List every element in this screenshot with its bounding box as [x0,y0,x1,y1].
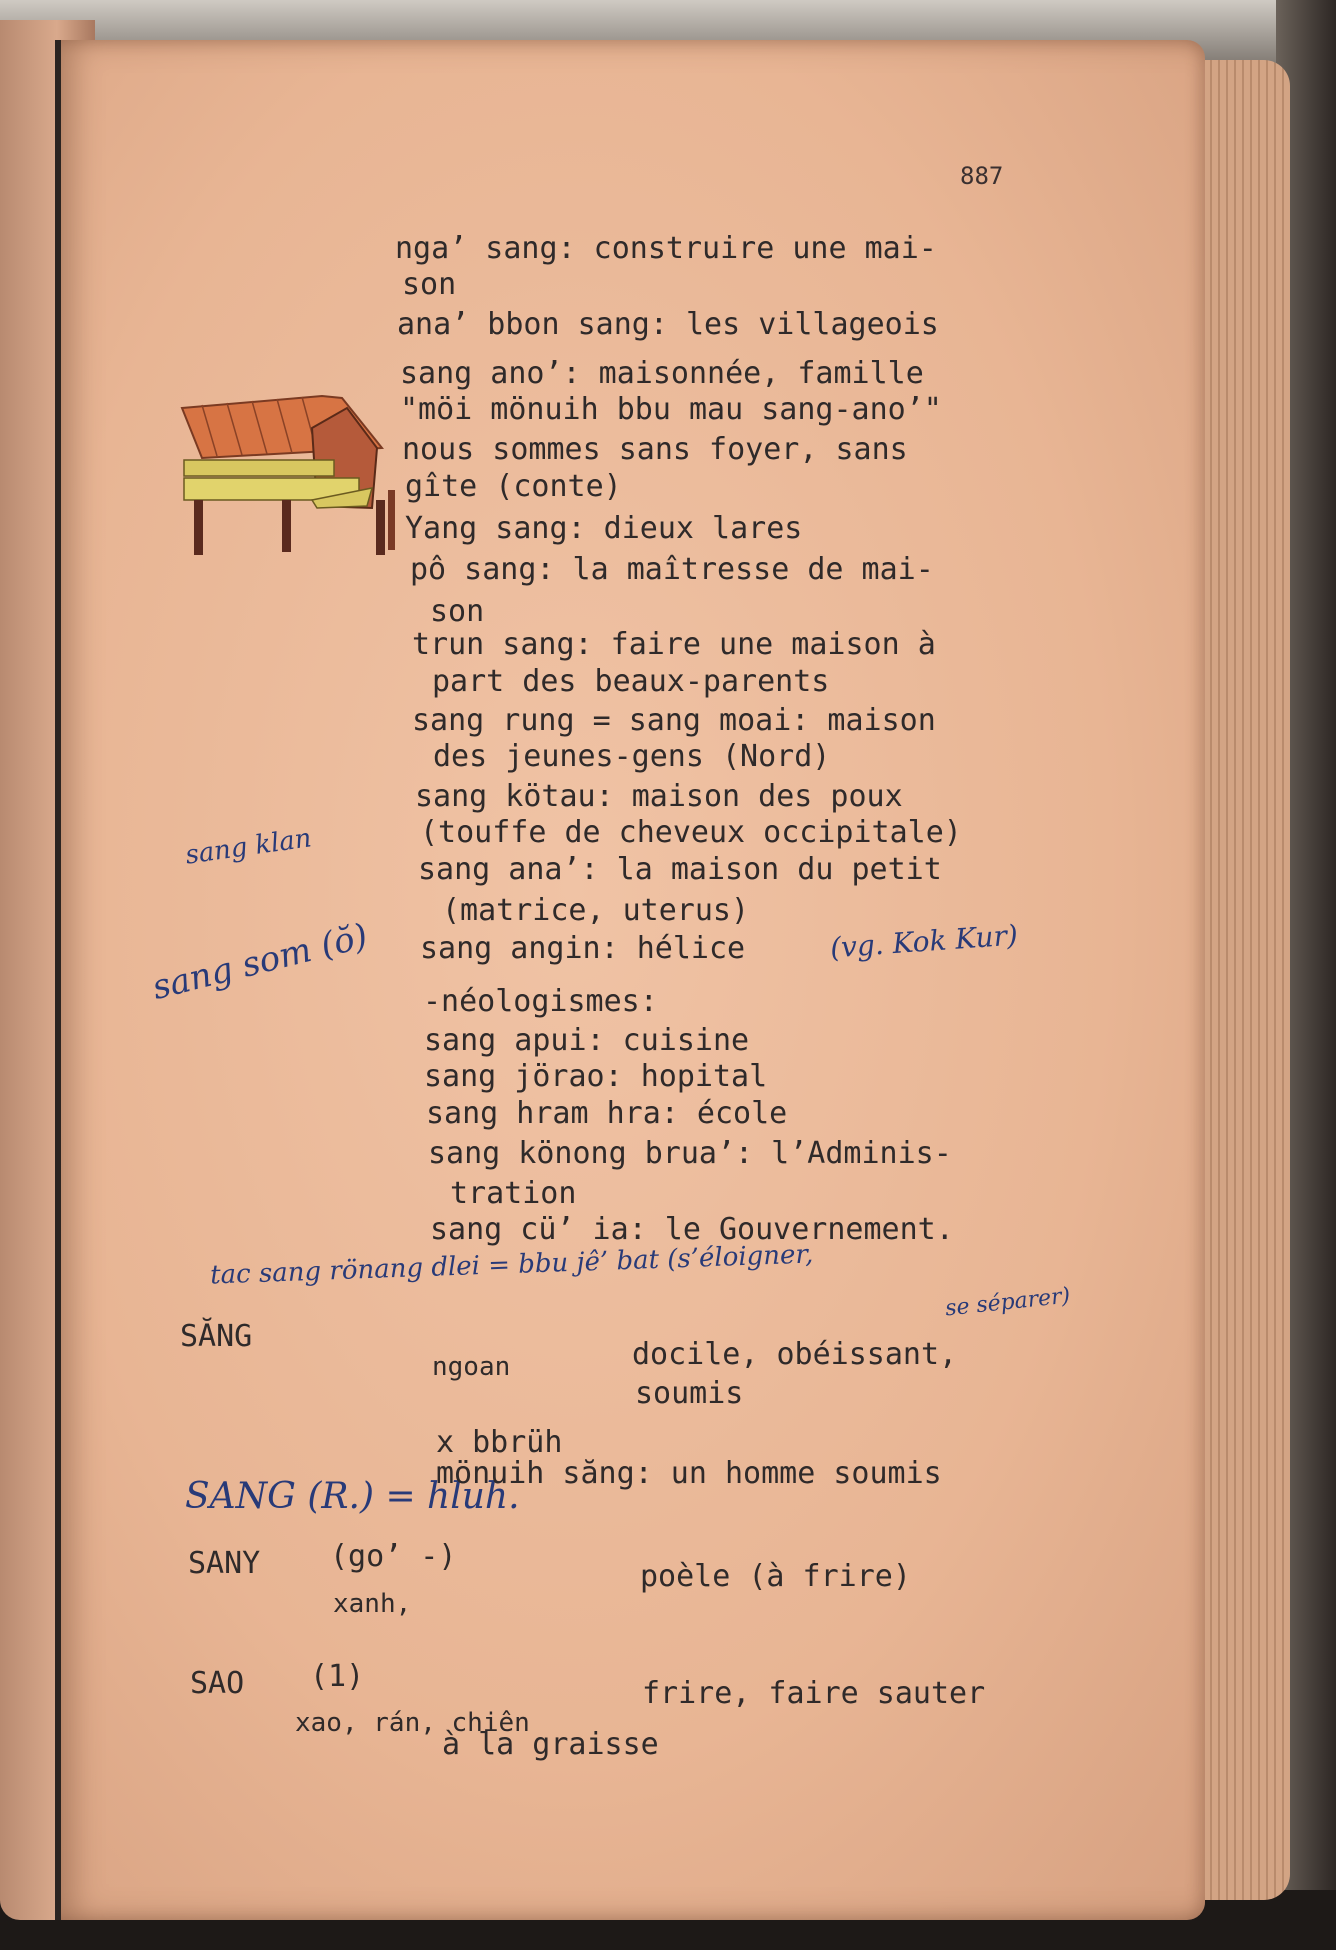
sao-definition-1: frire, faire sauter [642,1676,986,1711]
headword-sany: SANY [188,1546,261,1581]
entry-line-7: gîte (conte) [405,469,622,504]
handwritten-sang-r: SANG (R.) = hluh. [185,1476,520,1517]
sao-definition-2: à la graisse [442,1727,659,1762]
sany-gloss: (go’ -) [330,1539,457,1574]
stilt-house-illustration [172,388,402,563]
entry-line-18: (matrice, uterus) [442,893,750,928]
entry-line-9: pô sang: la maîtresse de mai- [410,552,934,587]
handwritten-kok-kur: (vg. Kok Kur) [829,918,1019,965]
entry-line-24: sang könong brua’: l’Adminis- [428,1136,952,1171]
entry-line-19: sang angin: hélice [420,931,746,966]
page-number: 887 [960,162,1004,190]
sang-2-vietnamese: ngoan [432,1352,511,1382]
handwritten-sang-klan: sang klan [183,823,314,871]
entry-line-22: sang jörao: hopital [424,1059,768,1094]
handwritten-tac-sang: tac sang rönang dlei = bbu jê’ bat (s’éloigner, [209,1239,814,1291]
entry-line-20: -néologismes: [423,984,658,1019]
entry-line-17: sang ana’: la maison du petit [418,852,942,887]
headword-sao: SAO [190,1666,245,1701]
entry-line-14: des jeunes-gens (Nord) [433,739,831,774]
sany-vietnamese: xanh, [333,1589,412,1619]
entry-line-3: ana’ bbon sang: les villageois [397,307,939,342]
entry-line-13: sang rung = sang moai: maison [412,703,936,738]
entry-line-8: Yang sang: dieux lares [405,511,803,546]
entry-line-26: sang cü’ ia: le Gouvernement. [430,1212,954,1247]
entry-line-23: sang hram hra: école [426,1096,788,1131]
entry-line-16: (touffe de cheveux occipitale) [420,815,962,850]
entry-line-10: son [430,594,485,629]
entry-line-6: nous sommes sans foyer, sans [402,432,908,467]
handwritten-tac-sang-2: se séparer) [943,1283,1072,1322]
sang-2-example: mönuih săng: un homme soumis [436,1456,942,1491]
entry-line-5: "möi mönuih bbu mau sang-ano’" [400,392,942,427]
handwritten-sang-som: sang som (ŏ) [148,915,372,1009]
entry-line-1: nga’ sang: construire une mai- [395,231,937,266]
sao-gloss: (1) [310,1659,365,1694]
sao-vietnamese: xao, rán, chiên [295,1708,530,1738]
entry-line-4: sang ano’: maisonnée, famille [400,356,924,391]
entry-line-25: tration [450,1176,577,1211]
sang-2-xref: x bbrüh [436,1425,563,1460]
entry-line-11: trun sang: faire une maison à [412,627,936,662]
sang-2-definition-2: soumis [635,1376,744,1411]
entry-line-21: sang apui: cuisine [424,1023,750,1058]
entry-line-2: son [402,267,457,302]
sany-definition: poèle (à frire) [640,1559,911,1594]
entry-line-15: sang kötau: maison des poux [415,779,903,814]
book-gutter [55,40,61,1920]
entry-line-12: part des beaux-parents [432,664,830,699]
sang-2-definition-1: docile, obéissant, [632,1337,958,1372]
headword-sang-2: SĂNG [180,1319,253,1354]
